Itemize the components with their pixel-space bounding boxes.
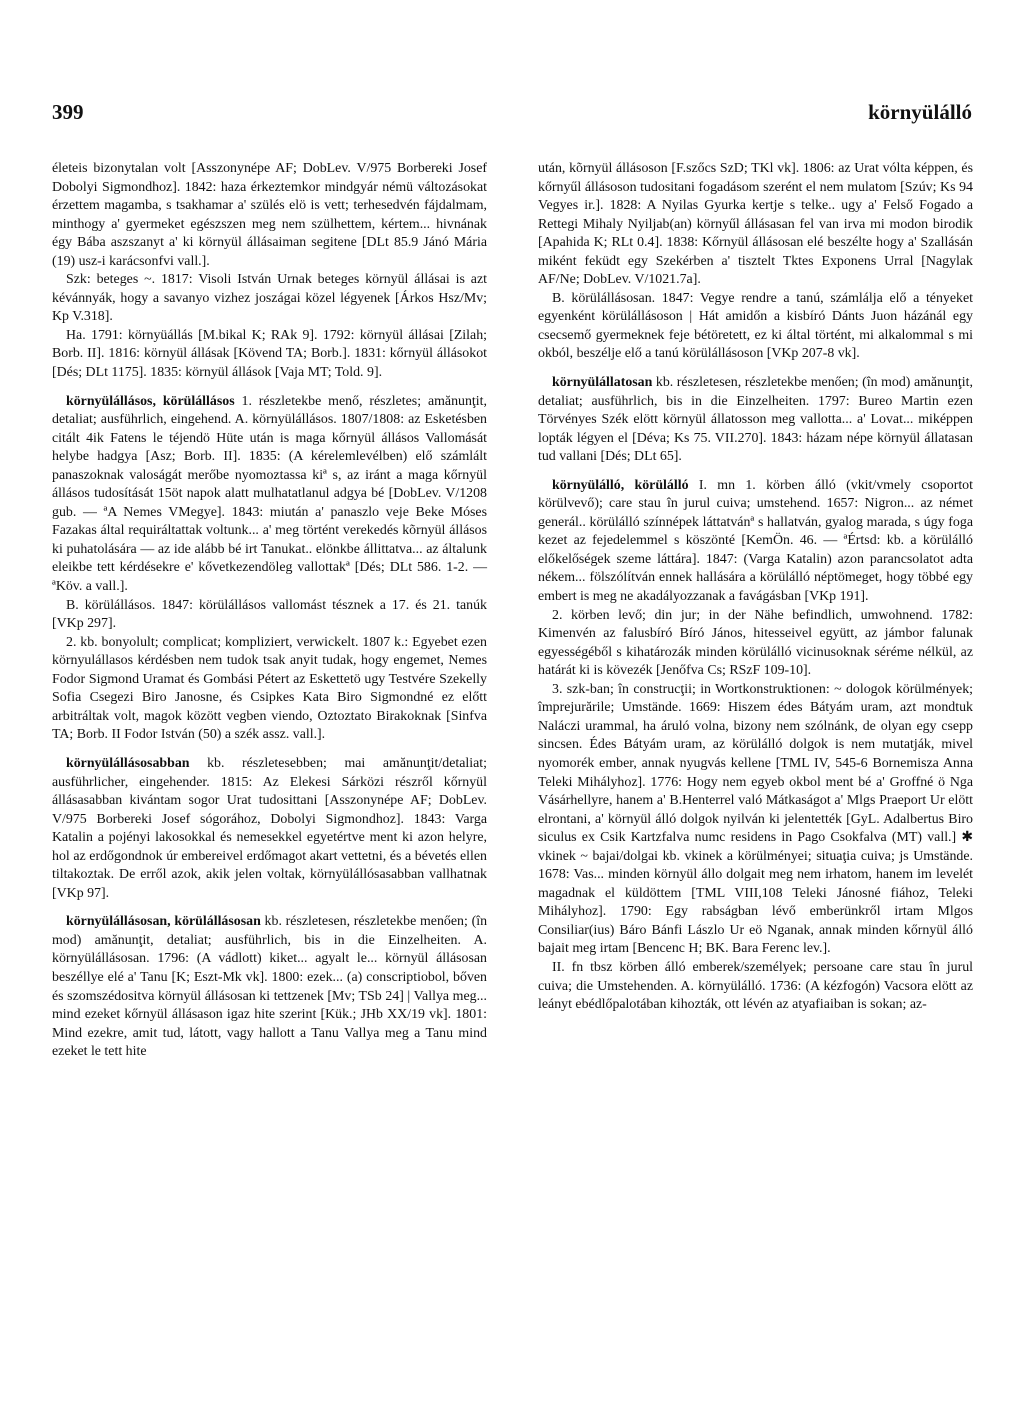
- entry-headword: környülállatosan: [552, 375, 653, 391]
- left-column: [52, 160, 487, 1062]
- paragraph: Ha. 1791: környüállás [M.bikal K; RAk 9]. 1792: környül állásai [Zilah; Borb. II]. 1816: környül állásak [Kövend TA; Borb.]. 1831: kőrnyül állásokot [Dés; DLt 1175]. 1835: környül állások [Vaja MT; Told. 9].: [52, 327, 487, 381]
- paragraph: B. körülállásosan. 1847: Vegye rendre a tanú, számlálja elő a tényeket egyenként körülállásoson | Hát amidőn a kisbíró Dánts Juon házánál egy csecsemő gyermeknek feje bétöretett, ez ki által történt, mi alkalommal s mi okból, beszélje elő a tanú körülállásoson [VKp 207-8 vk].: [538, 290, 973, 362]
- entry-headword: környülálló, körülálló: [552, 477, 689, 493]
- paragraph: II. fn tbsz körben álló emberek/személyek; persoane care stau în jurul cuiva; die Umstehenden. A. környülálló. 1736: (A kézfogón) Vacsora elött az leányt ebédlőpalotában kihozták, ott lévén az atyafiaiban is sokan; az-: [538, 959, 973, 1013]
- right-column: [538, 160, 973, 1015]
- entry-body: kb. részletesen, részletekbe menően; (în mod) amănunţit, detaliat; ausführlich, bis in die Einzelheiten. A. környülállásosan. 1796: (A vádlott) kiket... agyalt le... környül állásosan beszéllye elé a' Tanu [K; Eszt-Mk vk]. 1800: ezek... (a) conscriptiobol, bőven és szomszédositva környül állásosan ki tettzenek [Mv; TSb 24] | Vallya meg... mind ezeket kőrnyül állásason igaz hite szerint [Kük.; JHb XX/19 vk]. 1801: Mind ezekre, amit tud, látott, vagy hallott a Tanu Vallya meg a Tanu mind ezeket le tett hite: [52, 914, 488, 1060]
- dictionary-entry: [538, 374, 973, 467]
- paragraph: 2. kb. bonyolult; complicat; kompliziert, verwickelt. 1807 k.: Egyebet ezen környulállasos kérdésben nem tudok tsak anyit tudak, hogy engemet, Nemes Fodor Sigmond Uramat és Gombási Pétert az Eskettetö ugy Testvére Szekelly Sofia Csegezi Biro Janosne, és Csipkes Kata Biro Sigmondné ez előtt arbitráltak volt, magok között vegben viendo, Oztoztato Birakoknak [Sinfva TA; Borb. II Fodor István (50) a szék assz. vall.].: [52, 634, 487, 743]
- dictionary-entry: [538, 477, 973, 607]
- entry-headword: környülállásos, körülállásos: [66, 393, 235, 409]
- entry-body: kb. részletesen, részletekbe menően; (în mod) amănunţit, detaliat; ausführlich, bis in die Einzelheiten. 1797: Bureo Martin ezen Törvényes Szék elött környül állatosson meg vallotta... a' Lovat... miképpen lopták légyen el [Déva; Ks 75. VII.270]. 1843: házam népe környül állatasan tud vallani [Dés; DLt 65].: [538, 375, 973, 465]
- paragraph: 3. szk-ban; în construcţii; in Wortkonstruktionen: ~ dologok körülmények; împrejurările; Umstände. 1669: Hiszem édes Bátyám uram, azt mondtuk Naláczi urammal, ha áruló volna, bizony nem szólnánk, de olyan egy csepp sincsen. Édes Bátyám uram, az körülálló dolgok is nem mutatják, mivel nyomorék ember, annak nyugvás kellene [TML IV, 545-6 Bornemisza Anna Teleki Mihályhoz]. 1776: Hogy nem egyeb okbol ment bé a' Groffné ö Nga Vásárhellyre, hanem a' B.Henterrel való Mátkaságot a' Mlgs Praeport Ur elött elrontani, a' környül álló dolgok nyilván ki jelentették [GyL. Adalbertus Biro siculus ex Csik Kartzfalva numc residens in Pago Csokfalva (MT) vall.] ✱ vkinek ~ bajai/dolgai kb. vkinek a körülményei; situaţia cuiva; js Umstände. 1678: Vas... minden környül állo dolgait meg nem irhatom, hanem im levelét magadnak el küldöttem [TML VIII,108 Teleki Jánosné fiához, Teleki Mihályhoz]. 1790: Egy rabságban lévő emberünkről irtam Mlgos Consiliar(ius) Báro Bánfi Lászlo Ur eö Nganak, annak minden kőrnyül álló bajait meg irtam [Bencenc H; BK. Bara Ferenc lev.].: [538, 681, 973, 957]
- page-number: 399: [52, 100, 84, 124]
- page-header: [52, 100, 972, 130]
- paragraph: után, kõrnyül állásoson [F.szőcs SzD; TKl vk]. 1806: az Urat vólta képpen, és kőrnyűl állásoson tudositani fogadásom szerént el nem mulatom [Szúv; Ks 94 Vegyes ir.]. 1828: A Nyilas Gyurka kertje s telke.. ugy a' Felső Fogado a Rettegi Mihaly Nyiljab(an) környűl állásasan fel van irva mi modon birodik [Apahida K; RLt 0.4]. 1838: Kőrnyül állásosan elé beszélte hogy a' Szallásán miként feküdt egy Szekérben a' tisztelt Tktes Exponens Urral [Nagylak AF/Ne; DobLev. V/1021.7a].: [538, 161, 973, 288]
- entry-headword: környülállásosan, körülállásosan: [66, 914, 261, 930]
- entry-body: I. mn 1. körben álló (vkit/vmely csoportot körülvevő); care stau în jurul cuiva; umstehend. 1657: Nigron... az német generál.. körülálló színnépek láttatvánª s hallatván, gyalog marada, s úgy foga kezet az fejedelemmel s köszönté [KemÖn. 46. — ªÉrtsd: kb. a körülálló előkelőségek szeme láttára]. 1847: (Varga Katalin) azon parancsolatot adta nékem... fölszólítván ennek hallására a körülálló néptömeget, hogy többé egy embert is meg ne akadályozzanak a favágásban [VKp 191].: [538, 477, 973, 605]
- dictionary-entry: [52, 913, 487, 1061]
- dictionary-entry: [52, 755, 487, 903]
- entry-body: kb. részletesebben; mai amănunţit/detaliat; ausführlicher, eingehender. 1815: Az Elekesi Sárközi részről kőrnyül állásasabban kivántam sogor Urat tudosittani [Asszonynépe AF; DobLev. V/975 Borbereki Josef sógorához, Dobolyi Sigmondhoz]. 1843: Varga Katalin a pojényi lakosokkal és nemesekkel egyetértve ment ki azon helyre, hol az erdőgondnok úr embereivel erdőmagot akart vettetni, és a bévetés ellen tiltakoztak. De erről azok, akik jelen voltak, környülállósasabban vallhatnak [VKp 97].: [52, 755, 487, 901]
- entry-headword: környülállásosabban: [66, 755, 190, 771]
- running-head: környülálló: [868, 100, 972, 124]
- paragraph: B. körülállásos. 1847: körülállásos vallomást tésznek a 17. és 21. tanúk [VKp 297].: [52, 597, 487, 632]
- entry-body: 1. részletekbe menő, részletes; amănunţit, detaliat; ausführlich, eingehend. A. környülállásos. 1807/1808: az Esketésben citált 4ik Fatens le téjendö Hüte után is maga kőrnyül állásos Vallomását helybe hadgya [Asz; Borb. II]. 1835: (A kérelemlevélben) elő számlált panaszoknak valoságát merőbe nyomoztassa kiª s, az iránt a maga kőrnyül állásos tudosítását 15öt napok alatt mulhatatlanul adgya bé [DobLev. V/1208 gub. — ªA Nemes VMegye]. 1843: miután a' panaszlo veje Beke Móses Fazakas által requiráltattak voltunk... a' meg történt verekedés kõrnyül állásos ki puhatolására — az ide alább bé irt Tanukat.. elönkbe állittatva... az általunk eleikbe tett kérdésekre e' kővetkezendöleg vallottakª [Dés; DLt 586. 1-2. — ªKöv. a vall.].: [52, 393, 487, 595]
- paragraph: életeis bizonytalan volt [Asszonynépe AF; DobLev. V/975 Borbereki Josef Dobolyi Sigmondhoz]. 1842: haza érkeztemkor mindgyár némü változásokat érzettem magamba, s tsakhamar a' szülés elö is vett; terhesedvén fájdalmam, minthogy a' gyermeket egészszen meg nem szülhettem, kértem... hivnának égy Bába aszszanyt a' ki környül állásaiman segitene [DLt 85.9 Jánó Mária (19) usz-i karácsonfvi vall.].: [52, 161, 487, 269]
- paragraph: Szk: beteges ~. 1817: Visoli István Urnak beteges környül állásai is azt kévánnyák, hogy a savanyo vizhez joszágai közel légyenek [Árkos Hsz/Mv; Kp V.318].: [52, 272, 487, 325]
- paragraph: 2. körben levő; din jur; in der Nähe befindlich, umwohnend. 1782: Kimenvén az falusbíró Bíró János, hitesseivel együtt, az jámbor falunak egyességéből s kihatározák minden körülálló vicinusoknak séréme nélkül, az határát ki is kövezék [Jenőfva Cs; RSzF 109-10].: [538, 607, 973, 679]
- dictionary-entry: [52, 393, 487, 597]
